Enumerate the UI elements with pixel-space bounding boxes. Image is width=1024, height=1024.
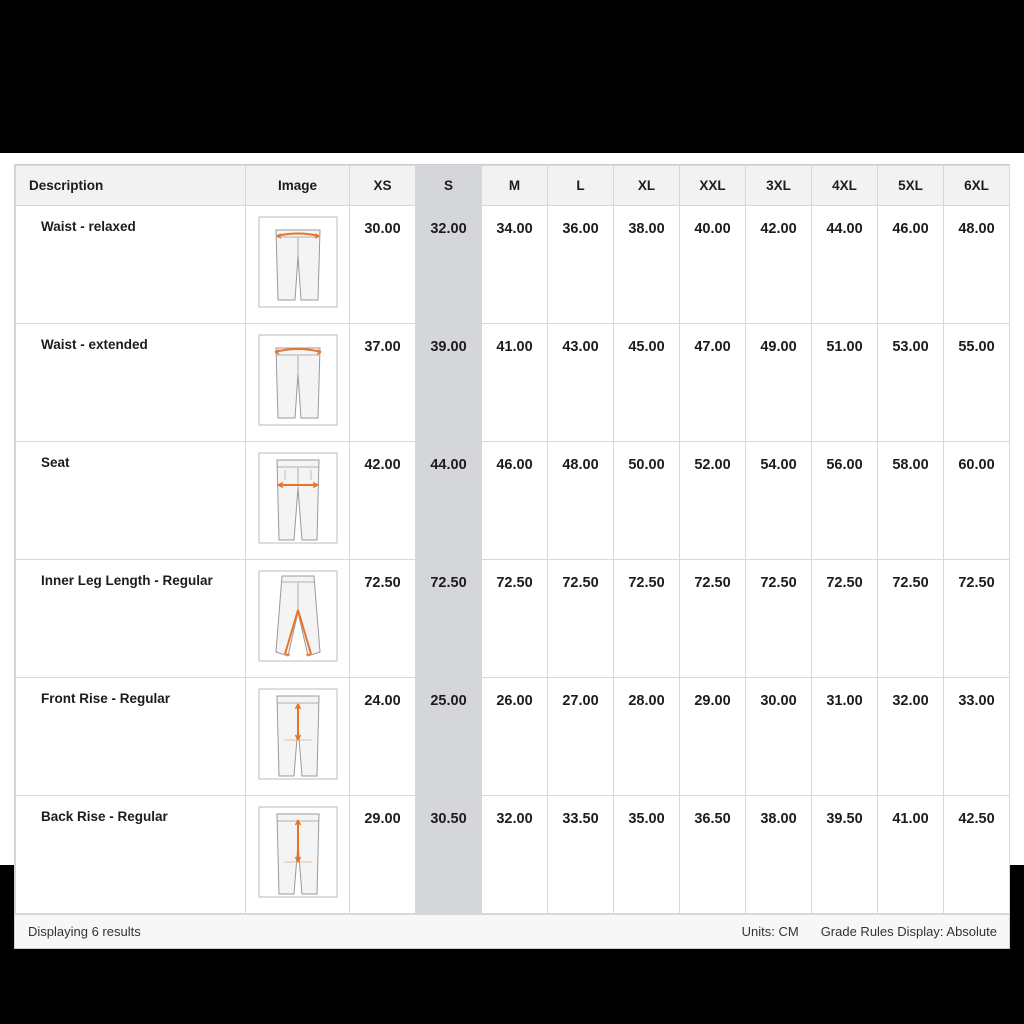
cell-value[interactable]: 32.00 bbox=[416, 206, 482, 324]
cell-value[interactable]: 32.00 bbox=[482, 796, 548, 914]
cell-value[interactable]: 38.00 bbox=[614, 206, 680, 324]
table-body bbox=[16, 206, 1010, 914]
cell-value[interactable]: 42.00 bbox=[350, 442, 416, 560]
column-header-xxl[interactable]: XXL bbox=[680, 166, 746, 206]
units-label: Units: CM bbox=[741, 924, 799, 939]
cell-value[interactable]: 25.00 bbox=[416, 678, 482, 796]
table-header-row bbox=[16, 166, 1010, 206]
results-count: Displaying 6 results bbox=[28, 924, 141, 939]
table-row bbox=[16, 560, 1010, 678]
row-image-cell[interactable] bbox=[246, 560, 350, 678]
pants-waist-relaxed-diagram bbox=[258, 216, 338, 308]
cell-value[interactable]: 51.00 bbox=[812, 324, 878, 442]
cell-value[interactable]: 52.00 bbox=[680, 442, 746, 560]
column-header-4xl[interactable]: 4XL bbox=[812, 166, 878, 206]
cell-value[interactable]: 54.00 bbox=[746, 442, 812, 560]
cell-value[interactable]: 72.50 bbox=[680, 560, 746, 678]
cell-value[interactable]: 72.50 bbox=[878, 560, 944, 678]
row-description: Back Rise - Regular bbox=[16, 796, 246, 914]
cell-value[interactable]: 34.00 bbox=[482, 206, 548, 324]
cell-value[interactable]: 43.00 bbox=[548, 324, 614, 442]
row-image-cell[interactable] bbox=[246, 796, 350, 914]
cell-value[interactable]: 28.00 bbox=[614, 678, 680, 796]
pants-seat-diagram bbox=[258, 452, 338, 544]
column-header-xl[interactable]: XL bbox=[614, 166, 680, 206]
cell-value[interactable]: 35.00 bbox=[614, 796, 680, 914]
cell-value[interactable]: 55.00 bbox=[944, 324, 1010, 442]
cell-value[interactable]: 41.00 bbox=[878, 796, 944, 914]
measurement-table-page bbox=[0, 153, 1024, 939]
column-header-s[interactable]: S bbox=[416, 166, 482, 206]
row-description: Inner Leg Length - Regular bbox=[16, 560, 246, 678]
cell-value[interactable]: 46.00 bbox=[878, 206, 944, 324]
table-header bbox=[16, 166, 1010, 206]
cell-value[interactable]: 72.50 bbox=[416, 560, 482, 678]
pants-front-rise-diagram bbox=[258, 688, 338, 780]
cell-value[interactable]: 39.00 bbox=[416, 324, 482, 442]
cell-value[interactable]: 56.00 bbox=[812, 442, 878, 560]
cell-value[interactable]: 42.00 bbox=[746, 206, 812, 324]
row-description: Seat bbox=[16, 442, 246, 560]
cell-value[interactable]: 41.00 bbox=[482, 324, 548, 442]
cell-value[interactable]: 32.00 bbox=[878, 678, 944, 796]
cell-value[interactable]: 30.00 bbox=[350, 206, 416, 324]
table-row bbox=[16, 206, 1010, 324]
grade-rules-label: Grade Rules Display: Absolute bbox=[820, 924, 997, 939]
cell-value[interactable]: 72.50 bbox=[350, 560, 416, 678]
cell-value[interactable]: 72.50 bbox=[944, 560, 1010, 678]
cell-value[interactable]: 72.50 bbox=[548, 560, 614, 678]
cell-value[interactable]: 31.00 bbox=[812, 678, 878, 796]
cell-value[interactable]: 39.50 bbox=[812, 796, 878, 914]
footer-meta bbox=[742, 924, 997, 939]
row-image-cell[interactable] bbox=[246, 442, 350, 560]
cell-value[interactable]: 33.50 bbox=[548, 796, 614, 914]
cell-value[interactable]: 30.00 bbox=[746, 678, 812, 796]
cell-value[interactable]: 49.00 bbox=[746, 324, 812, 442]
cell-value[interactable]: 29.00 bbox=[680, 678, 746, 796]
cell-value[interactable]: 46.00 bbox=[482, 442, 548, 560]
cell-value[interactable]: 48.00 bbox=[548, 442, 614, 560]
cell-value[interactable]: 72.50 bbox=[482, 560, 548, 678]
column-header-5xl[interactable]: 5XL bbox=[878, 166, 944, 206]
pants-inner-leg-length-diagram bbox=[258, 570, 338, 662]
cell-value[interactable]: 36.50 bbox=[680, 796, 746, 914]
cell-value[interactable]: 72.50 bbox=[614, 560, 680, 678]
row-image-cell[interactable] bbox=[246, 678, 350, 796]
pants-back-rise-diagram bbox=[258, 806, 338, 898]
table-row bbox=[16, 678, 1010, 796]
table-row bbox=[16, 324, 1010, 442]
row-description: Waist - extended bbox=[16, 324, 246, 442]
cell-value[interactable]: 44.00 bbox=[812, 206, 878, 324]
row-image-cell[interactable] bbox=[246, 206, 350, 324]
column-header-image[interactable]: Image bbox=[246, 166, 350, 206]
cell-value[interactable]: 72.50 bbox=[746, 560, 812, 678]
pants-waist-extended-diagram bbox=[258, 334, 338, 426]
cell-value[interactable]: 45.00 bbox=[614, 324, 680, 442]
cell-value[interactable]: 50.00 bbox=[614, 442, 680, 560]
cell-value[interactable]: 42.50 bbox=[944, 796, 1010, 914]
column-header-description[interactable]: Description bbox=[16, 166, 246, 206]
cell-value[interactable]: 44.00 bbox=[416, 442, 482, 560]
cell-value[interactable]: 58.00 bbox=[878, 442, 944, 560]
row-image-cell[interactable] bbox=[246, 324, 350, 442]
cell-value[interactable]: 60.00 bbox=[944, 442, 1010, 560]
column-header-xs[interactable]: XS bbox=[350, 166, 416, 206]
cell-value[interactable]: 72.50 bbox=[812, 560, 878, 678]
cell-value[interactable]: 38.00 bbox=[746, 796, 812, 914]
cell-value[interactable]: 36.00 bbox=[548, 206, 614, 324]
column-header-6xl[interactable]: 6XL bbox=[944, 166, 1010, 206]
measurement-table bbox=[15, 165, 1010, 914]
cell-value[interactable]: 30.50 bbox=[416, 796, 482, 914]
cell-value[interactable]: 24.00 bbox=[350, 678, 416, 796]
column-header-m[interactable]: M bbox=[482, 166, 548, 206]
column-header-l[interactable]: L bbox=[548, 166, 614, 206]
row-description: Front Rise - Regular bbox=[16, 678, 246, 796]
row-description: Waist - relaxed bbox=[16, 206, 246, 324]
measurement-table-container bbox=[14, 164, 1010, 949]
cell-value[interactable]: 47.00 bbox=[680, 324, 746, 442]
cell-value[interactable]: 29.00 bbox=[350, 796, 416, 914]
cell-value[interactable]: 48.00 bbox=[944, 206, 1010, 324]
table-row bbox=[16, 442, 1010, 560]
cell-value[interactable]: 40.00 bbox=[680, 206, 746, 324]
cell-value[interactable]: 33.00 bbox=[944, 678, 1010, 796]
table-footer bbox=[15, 914, 1009, 948]
cell-value[interactable]: 26.00 bbox=[482, 678, 548, 796]
table-row bbox=[16, 796, 1010, 914]
cell-value[interactable]: 53.00 bbox=[878, 324, 944, 442]
cell-value[interactable]: 27.00 bbox=[548, 678, 614, 796]
cell-value[interactable]: 37.00 bbox=[350, 324, 416, 442]
column-header-3xl[interactable]: 3XL bbox=[746, 166, 812, 206]
